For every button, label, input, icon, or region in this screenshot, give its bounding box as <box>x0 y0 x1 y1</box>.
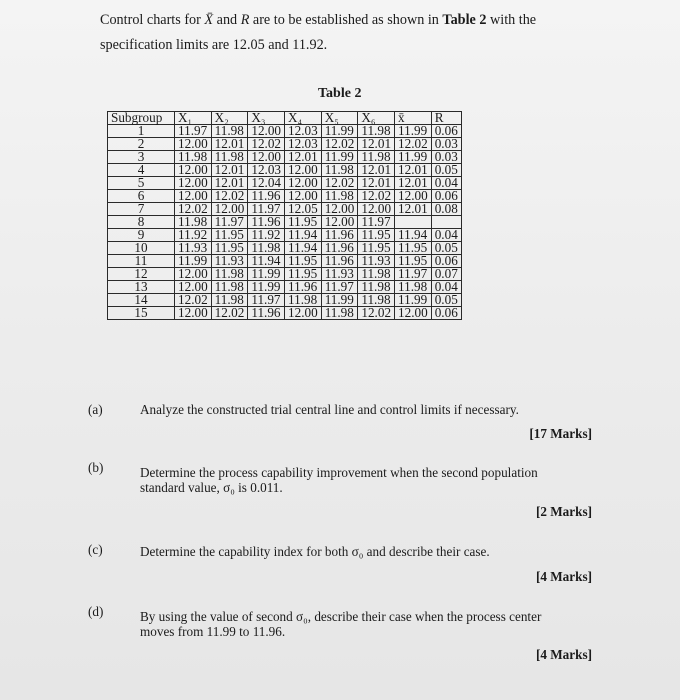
table-cell: 12.00 <box>175 268 212 281</box>
table-cell: 11.93 <box>211 255 248 268</box>
table-cell: 11.98 <box>321 190 358 203</box>
table-cell: 12.02 <box>321 177 358 190</box>
table-cell: 11.96 <box>321 229 358 242</box>
table-cell: 0.05 <box>431 242 461 255</box>
table-cell: 12.00 <box>395 190 432 203</box>
table-cell: 11.97 <box>175 125 212 138</box>
table-cell: 12.01 <box>211 164 248 177</box>
xbar-symbol: X̄ <box>204 12 214 28</box>
table-cell: 0.04 <box>431 229 461 242</box>
table-cell: 0.04 <box>431 281 461 294</box>
table-cell: 8 <box>108 216 175 229</box>
table-cell: 0.07 <box>431 268 461 281</box>
table-cell: 11.98 <box>395 281 432 294</box>
table-cell: 11.97 <box>395 268 432 281</box>
question-text: Analyze the constructed trial central line and control limits if necessary. <box>140 402 519 417</box>
table-cell: 12.02 <box>395 138 432 151</box>
table-cell: 0.03 <box>431 138 461 151</box>
table-cell: 11.98 <box>285 294 322 307</box>
table-cell: 11.98 <box>358 151 395 164</box>
table-cell: 11.95 <box>395 255 432 268</box>
table-cell: 0.08 <box>431 203 461 216</box>
table-cell: 11.98 <box>211 268 248 281</box>
question-marks: [4 Marks] <box>535 569 592 584</box>
column-header: X₆ <box>358 112 395 125</box>
table-cell: 14 <box>108 294 175 307</box>
table-cell: 12.02 <box>248 138 285 151</box>
table-cell: 11.93 <box>175 242 212 255</box>
table-cell: 11.98 <box>358 281 395 294</box>
table-cell: 11.95 <box>285 255 322 268</box>
table-cell: 11.93 <box>321 268 358 281</box>
table-cell: 12.00 <box>175 138 212 151</box>
table-cell: 11.95 <box>285 268 322 281</box>
table-body <box>108 125 462 320</box>
table-cell: 11.98 <box>211 281 248 294</box>
table-cell: 0.03 <box>431 151 461 164</box>
column-header: X₅ <box>321 112 358 125</box>
table-cell: 12.00 <box>321 216 358 229</box>
table-cell: 11.98 <box>175 151 212 164</box>
question-label: (a) <box>88 402 103 417</box>
table-cell: 12.00 <box>285 190 322 203</box>
table-cell: 12.00 <box>175 281 212 294</box>
table-cell: 12.00 <box>285 307 322 320</box>
table-cell: 12 <box>108 268 175 281</box>
column-header: X₁ <box>175 112 212 125</box>
column-header: R <box>431 112 461 125</box>
column-header: X₄ <box>285 112 322 125</box>
table-cell: 12.04 <box>248 177 285 190</box>
table-cell: 0.06 <box>431 307 461 320</box>
table-cell: 12.02 <box>321 138 358 151</box>
question-label: (b) <box>88 460 104 475</box>
table-cell: 12.00 <box>285 177 322 190</box>
question-text: By using the value of second σ₀, describe their case when the process center moves from 11.99 to 11.96. <box>140 609 542 639</box>
table-caption: Table 2 <box>318 86 362 101</box>
table-cell: 0.04 <box>431 177 461 190</box>
table-cell: 12.00 <box>395 307 432 320</box>
table-cell: 12.02 <box>358 307 395 320</box>
table-cell: 12.01 <box>358 177 395 190</box>
table-cell: 12.03 <box>285 138 322 151</box>
table-cell: 11.95 <box>395 242 432 255</box>
table-cell: 12.00 <box>175 190 212 203</box>
intro-part1: Control charts for <box>100 12 201 28</box>
table-cell: 11.99 <box>395 151 432 164</box>
data-table <box>107 111 462 320</box>
table-cell: 12.00 <box>211 203 248 216</box>
table-cell: 12.01 <box>395 177 432 190</box>
table-cell: 12.02 <box>211 307 248 320</box>
table-cell: 12.03 <box>248 164 285 177</box>
table-reference: Table 2 <box>442 12 487 28</box>
table-cell: 11.98 <box>211 125 248 138</box>
table-cell: 0.06 <box>431 125 461 138</box>
intro-part4: with the specification limits are 12.05 and 11.92. <box>100 12 537 53</box>
question-marks: [2 Marks] <box>535 504 592 519</box>
table-cell: 11.96 <box>321 242 358 255</box>
table-cell: 11.99 <box>321 151 358 164</box>
table-cell: 11.96 <box>321 255 358 268</box>
question-marks: [17 Marks] <box>529 426 592 441</box>
question-text: Determine the process capability improvement when the second population standard value, σ₀ is 0.011. <box>140 465 538 495</box>
table-cell: 11.97 <box>248 203 285 216</box>
table-cell: 11.96 <box>248 307 285 320</box>
question-label: (c) <box>88 542 103 557</box>
table-cell: 11.98 <box>321 307 358 320</box>
table-cell: 11.92 <box>175 229 212 242</box>
table-cell: 11.93 <box>358 255 395 268</box>
table-cell: 12.01 <box>285 151 322 164</box>
table-cell: 11.97 <box>248 294 285 307</box>
table-cell: 11.98 <box>358 125 395 138</box>
table-cell: 3 <box>108 151 175 164</box>
question-marks: [4 Marks] <box>535 647 592 662</box>
table-cell: 1 <box>108 125 175 138</box>
table-cell: 12.01 <box>395 164 432 177</box>
table-cell: 15 <box>108 307 175 320</box>
table-cell: 11.99 <box>248 281 285 294</box>
table-cell: 11.98 <box>358 294 395 307</box>
problem-statement <box>100 8 610 58</box>
intro-part2: and <box>216 12 238 28</box>
table-cell: 11.94 <box>285 242 322 255</box>
table-cell: 11.97 <box>321 281 358 294</box>
table-cell: 4 <box>108 164 175 177</box>
table-row <box>108 307 462 320</box>
table-cell: 12.02 <box>175 294 212 307</box>
table-cell: 12.00 <box>248 151 285 164</box>
table-cell: 12.00 <box>175 307 212 320</box>
table-cell: 0.06 <box>431 190 461 203</box>
table-cell: 11.98 <box>175 216 212 229</box>
table-cell: 11.94 <box>395 229 432 242</box>
table-cell: 11.98 <box>248 242 285 255</box>
table-cell: 12.02 <box>211 190 248 203</box>
table-cell: 0.06 <box>431 255 461 268</box>
r-symbol: R <box>240 12 250 28</box>
table-cell: 11.95 <box>211 242 248 255</box>
table-cell: 11.99 <box>248 268 285 281</box>
table-cell: 11.97 <box>211 216 248 229</box>
table-cell: 12.00 <box>358 203 395 216</box>
table-cell: 11.94 <box>285 229 322 242</box>
column-header: X₃ <box>248 112 285 125</box>
table-cell: 0.05 <box>431 164 461 177</box>
column-header: Subgroup <box>108 112 175 125</box>
table-cell: 9 <box>108 229 175 242</box>
table-cell: 12.00 <box>248 125 285 138</box>
table-cell: 7 <box>108 203 175 216</box>
table-cell: 12.02 <box>358 190 395 203</box>
table-cell: 11.98 <box>358 268 395 281</box>
table-cell: 12.00 <box>175 177 212 190</box>
column-header: x̄ <box>395 112 432 125</box>
table-cell: 12.01 <box>211 177 248 190</box>
table-cell: 11.99 <box>321 294 358 307</box>
table-cell: 11 <box>108 255 175 268</box>
table-cell: 12.00 <box>285 164 322 177</box>
table-row <box>108 203 462 216</box>
table-cell: 11.99 <box>321 125 358 138</box>
table-cell: 0.05 <box>431 294 461 307</box>
table-cell: 12.01 <box>211 138 248 151</box>
table-cell: 6 <box>108 190 175 203</box>
table-cell: 10 <box>108 242 175 255</box>
table-cell: 11.98 <box>321 164 358 177</box>
table-cell: 11.96 <box>248 216 285 229</box>
question-text: Determine the capability index for both σ₀ and describe their case. <box>140 544 490 559</box>
table-cell: 12.01 <box>395 203 432 216</box>
table-cell: 12.05 <box>285 203 322 216</box>
table-cell: 11.96 <box>248 190 285 203</box>
table-cell: 11.98 <box>211 151 248 164</box>
table-cell: 5 <box>108 177 175 190</box>
table-cell: 12.02 <box>175 203 212 216</box>
table-cell: 12.00 <box>321 203 358 216</box>
table-cell: 11.98 <box>211 294 248 307</box>
intro-part3: are to be established as shown in <box>252 12 439 28</box>
table-cell: 13 <box>108 281 175 294</box>
table-cell: 11.95 <box>285 216 322 229</box>
table-cell: 11.99 <box>175 255 212 268</box>
table-cell: 12.03 <box>285 125 322 138</box>
table-cell: 11.95 <box>358 229 395 242</box>
table-cell: 12.00 <box>175 164 212 177</box>
table-cell: 12.01 <box>358 138 395 151</box>
table-cell: 11.95 <box>358 242 395 255</box>
table-cell: 11.94 <box>248 255 285 268</box>
table-cell: 12.01 <box>358 164 395 177</box>
table-cell: 11.99 <box>395 125 432 138</box>
table-cell: 11.97 <box>358 216 395 229</box>
table-cell: 11.99 <box>395 294 432 307</box>
column-header: X₂ <box>211 112 248 125</box>
question-label: (d) <box>88 604 104 619</box>
table-cell: 11.95 <box>211 229 248 242</box>
table-cell: 11.92 <box>248 229 285 242</box>
table-cell: 2 <box>108 138 175 151</box>
table-cell: 11.96 <box>285 281 322 294</box>
